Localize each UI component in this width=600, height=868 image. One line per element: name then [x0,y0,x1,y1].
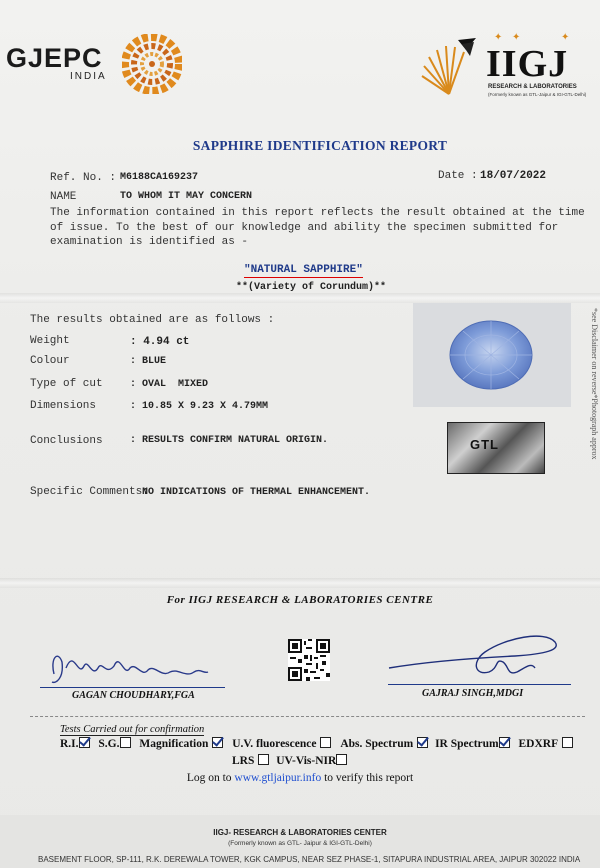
test-uvvisnir-checkbox [336,754,347,765]
dimensions-value: : 10.85 X 9.23 X 4.79MM [130,401,269,412]
paper-fold [0,578,600,588]
for-lab-line: For IIGJ RESEARCH & LABORATORIES CENTRE [166,594,434,606]
tests-heading: Tests Carried out for confirmation [60,724,205,735]
ref-value: M6188CA169237 [120,172,199,183]
gjepc-logo-text: GJEPC [6,43,103,73]
comments-value: NO INDICATIONS OF THERMAL ENHANCEMENT. [142,487,371,498]
weight-value: : 4.94 ct [130,336,190,348]
report-title: SAPPHIRE IDENTIFICATION REPORT [192,138,448,153]
test-magnification-label: Magnification [139,738,209,750]
test-ir-label: IR Spectrum [435,738,499,750]
paper-fold [0,293,600,303]
footer-former-names: (Formerly known as GTL- Jaipur & IGI-GTL-Delhi) [228,840,372,847]
test-edxrf-checkbox [562,737,573,748]
test-magnification-checkbox [212,737,223,748]
sapphire-gem-icon [413,303,571,407]
test-abs-label: Abs. Spectrum [340,738,414,750]
test-ir-checkbox [499,737,510,748]
right-signature-line [388,684,571,685]
iigj-logo-subtitle: RESEARCH & LABORATORIES [488,84,577,90]
conclusions-value: : RESULTS CONFIRM NATURAL ORIGIN. [130,435,329,446]
test-sg-checkbox [120,737,131,748]
test-lrs-checkbox [258,754,269,765]
gjepc-logo-subtitle: INDIA [70,71,107,82]
star-icon: ✦ [561,32,570,43]
test-sg-label: S.G. [98,738,120,750]
iigj-logo-text: IIGJ [486,43,569,85]
identification-result: "NATURAL SAPPHIRE" [244,264,363,276]
intro-paragraph: The information contained in this report reflects the result obtained at the time of issue. To the best of our knowledge and ability the specimen submitted for examination is identified as - [50,207,585,248]
star-icon: ✦ [494,32,503,43]
verify-suffix: to verify this report [324,772,414,784]
verify-prefix: Log on to [186,772,232,784]
date-label: Date : [438,170,478,182]
test-lrs-label: LRS [232,755,255,767]
gem-photo [413,303,571,407]
test-abs-checkbox [417,737,428,748]
colour-value: : BLUE [130,356,167,367]
left-signatory-name: GAGAN CHOUDHARY,FGA [72,690,195,701]
star-icon: ✦ [512,32,521,43]
photo-disclaimer-note: *see Disclaimer on reverse*Photograph approx [590,308,599,460]
comments-label: Specific Comments: [30,486,149,498]
tests-row-1 [60,737,573,750]
name-label: NAME [50,191,77,203]
left-signature-icon [44,638,214,690]
test-uv-checkbox [320,737,331,748]
gjepc-emblem-icon [122,34,182,94]
cut-label: Type of cut [30,378,103,390]
hologram-text: GTL [470,437,499,452]
test-edxrf-label: EDXRF [518,738,559,750]
right-signatory-name: GAJRAJ SINGH,MDGI [422,688,524,699]
dimensions-label: Dimensions [30,400,97,412]
test-uv-label: U.V. fluorescence [232,738,317,750]
cut-value: : OVAL MIXED [130,379,209,390]
test-uvvisnir-label: UV-Vis-NIR [276,755,337,767]
name-value: TO WHOM IT MAY CONCERN [120,191,253,202]
conclusions-label: Conclusions [30,435,103,447]
left-signature-line [40,687,225,688]
ref-label: Ref. No. : [50,172,117,184]
verify-link[interactable]: www.gtljaipur.info [234,772,322,784]
right-signature-icon [385,628,565,688]
iigj-logo-note: (Formerly known as GTL-Jaipur & IGI-GTL-Delhi) [488,92,587,97]
tests-row-2 [232,754,347,767]
test-ri-checkbox [79,737,90,748]
qr-code-icon [288,639,330,681]
date-value: 18/07/2022 [480,170,547,182]
verify-line [0,772,600,784]
weight-label: Weight [30,335,70,347]
footer-address: BASEMENT FLOOR, SP-111, R.K. DEREWALA TOWER, KGK CAMPUS, NEAR SEZ PHASE-1, SITAPURA INDUSTRIAL AREA, JAIPUR 302022 INDIA [38,855,581,864]
footer-lab-name: IIGJ- RESEARCH & LABORATORIES CENTER [213,828,387,837]
divider [30,716,585,717]
test-ri-label: R.I. [60,738,79,750]
results-heading: The results obtained are as follows : [30,314,275,326]
colour-label: Colour [30,355,70,367]
iigj-emblem-icon [418,36,480,98]
variety-note: **(Variety of Corundum)** [236,282,387,293]
